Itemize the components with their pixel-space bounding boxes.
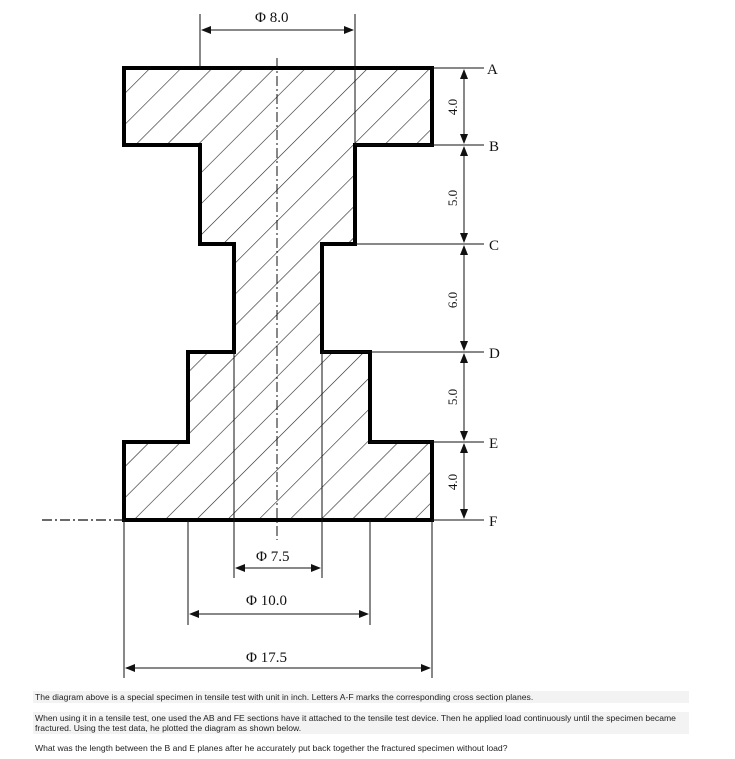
- plane-a-label: A: [487, 62, 498, 78]
- plane-e-label: E: [489, 436, 499, 452]
- specimen-outline: [124, 68, 432, 520]
- dim-de-label: 5.0: [445, 388, 460, 406]
- dim-top-label: Φ 8.0: [255, 10, 289, 26]
- dim-base-label: Φ 17.5: [246, 650, 287, 666]
- dim-ab-label: 4.0: [445, 98, 460, 116]
- plane-c-label: C: [489, 238, 500, 254]
- dim-neck-label: Φ 7.5: [256, 549, 290, 565]
- plane-d-label: D: [489, 346, 500, 362]
- dim-lower-label: Φ 10.0: [246, 593, 287, 609]
- plane-b-label: B: [489, 139, 500, 155]
- dim-bc-label: 5.0: [445, 189, 460, 207]
- description-text: The diagram above is a special specimen in tensile test with unit in inch. Letters A-F marks the corresponding cross section planes.: [33, 691, 689, 703]
- question-text: What was the length between the B and E planes after he accurately put back together the fractured specimen without load?: [35, 743, 508, 753]
- procedure-text: When using it in a tensile test, one used the AB and FE sections have it attached to the tensile test device. Then he applied load continuously until the specimen became fractured. Using the test data, he plotted the diagram as shown below.: [33, 712, 689, 734]
- plane-f-label: F: [489, 514, 498, 530]
- dim-cd-label: 6.0: [445, 291, 460, 309]
- dim-ef-label: 4.0: [445, 473, 460, 491]
